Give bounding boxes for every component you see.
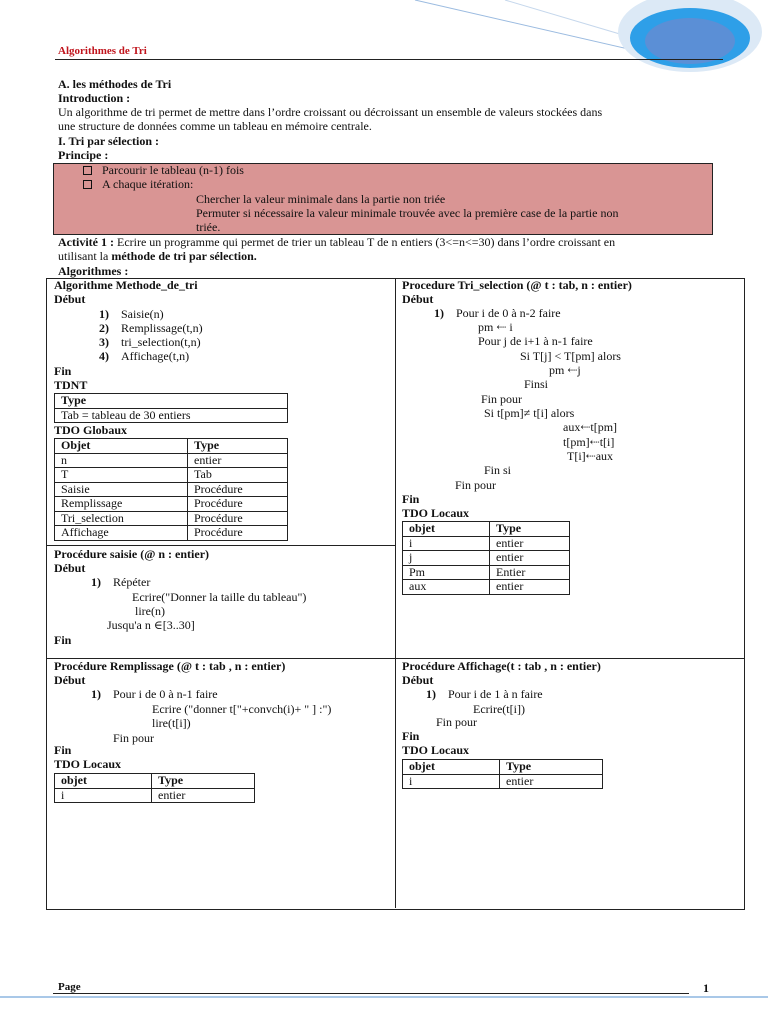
affichage-tdo-table xyxy=(402,759,603,789)
remplissage-fin: Fin xyxy=(54,743,72,757)
table-row: i entier xyxy=(403,536,570,551)
saisie-line-2: Ecrire("Donner la taille du tableau") xyxy=(132,590,307,604)
activite-line-2: utilisant la méthode de tri par sélection. xyxy=(58,249,257,263)
affichage-line-3: Fin pour xyxy=(436,715,478,729)
table-header: objet xyxy=(55,774,152,789)
saisie-title: Procédure saisie (@ n : entier) xyxy=(54,547,210,561)
affichage-title: Procédure Affichage(t : tab , n : entier) xyxy=(402,659,601,673)
table-row: Remplissage Procédure xyxy=(55,497,288,512)
remplissage-line-4: Fin pour xyxy=(113,731,155,745)
section-i-heading: I. Tri par sélection : xyxy=(58,134,159,148)
footer-accent-line xyxy=(0,996,768,998)
table-header: Type xyxy=(490,522,570,537)
main-fin: Fin xyxy=(54,364,72,378)
tri-line-12: Fin si xyxy=(484,463,512,477)
tdnt-table xyxy=(54,393,288,423)
saisie-debut: Début xyxy=(54,561,86,575)
table-header: objet xyxy=(403,522,490,537)
main-debut: Début xyxy=(54,292,86,306)
table-row: T Tab xyxy=(55,468,288,483)
tri-line-7: Fin pour xyxy=(481,392,523,406)
tri-line-2: pm ⇠ i xyxy=(478,320,513,334)
affichage-tdo-heading: TDO Locaux xyxy=(402,743,470,757)
intro-line-1: Un algorithme de tri permet de mettre dans l’ordre croissant ou décroissant un ensemble de valeurs stockées dans xyxy=(58,105,603,119)
table-row: i entier xyxy=(403,774,603,789)
remplissage-line-1: 1) Pour i de 0 à n-1 faire xyxy=(91,687,218,701)
algorithmes-heading: Algorithmes : xyxy=(58,264,129,278)
header-decoration xyxy=(0,0,768,75)
table-row: Saisie Procédure xyxy=(55,482,288,497)
checkbox-icon xyxy=(83,180,92,189)
saisie-line-3: lire(n) xyxy=(135,604,165,618)
frame-divider-left xyxy=(46,545,395,546)
tri-line-1: 1) Pour i de 0 à n-2 faire xyxy=(434,306,561,320)
remplissage-tdo-heading: TDO Locaux xyxy=(54,757,122,771)
principe-item-2: A chaque itération: xyxy=(83,177,193,192)
tri-selection-fin: Fin xyxy=(402,492,420,506)
tdo-globaux-table xyxy=(54,438,288,541)
main-step-3: 3) tri_selection(t,n) xyxy=(99,335,201,349)
main-algo-title: Algorithme Methode_de_tri xyxy=(54,278,198,292)
tdnt-header: Type xyxy=(55,394,288,409)
main-step-2: 2) Remplissage(t,n) xyxy=(99,321,203,335)
tri-line-5: pm ⇠j xyxy=(549,363,581,377)
ellipse-inner xyxy=(645,18,735,64)
table-header: Objet xyxy=(55,439,188,454)
tri-line-8: Si t[pm]≠ t[i] alors xyxy=(484,406,575,420)
frame-divider-vertical xyxy=(395,278,396,908)
table-row: n entier xyxy=(55,453,288,468)
intro-line-2: une structure de données comme un tableau en mémoire centrale. xyxy=(58,119,372,133)
remplissage-line-3: lire(t[i]) xyxy=(152,716,191,730)
tri-selection-title: Procedure Tri_selection (@ t : tab, n : entier) xyxy=(402,278,632,292)
table-row: Affichage Procédure xyxy=(55,526,288,541)
table-row: i entier xyxy=(55,788,255,803)
affichage-debut: Début xyxy=(402,673,434,687)
tri-selection-tdo-table xyxy=(402,521,570,595)
remplissage-title: Procédure Remplissage (@ t : tab , n : entier) xyxy=(54,659,286,673)
tri-line-10: t[pm]⇠t[i] xyxy=(563,435,615,449)
saisie-fin: Fin xyxy=(54,633,72,647)
tri-line-13: Fin pour xyxy=(455,478,497,492)
footer-page-label: Page xyxy=(58,981,81,993)
tdo-globaux-heading: TDO Globaux xyxy=(54,423,128,437)
header-divider xyxy=(55,59,723,60)
remplissage-line-2: Ecrire ("donner t["+convch(i)+ " ] :") xyxy=(152,702,332,716)
table-header: Type xyxy=(152,774,255,789)
section-a-heading: A. les méthodes de Tri xyxy=(58,77,172,91)
table-header: Type xyxy=(188,439,288,454)
tri-selection-debut: Début xyxy=(402,292,434,306)
table-header: Type xyxy=(500,760,603,775)
principe-sub-2a: Permuter si nécessaire la valeur minimale trouvée avec la première case de la partie non xyxy=(196,206,619,220)
saisie-line-4: Jusqu'a n ∈[3..30] xyxy=(107,618,195,632)
table-row: aux entier xyxy=(403,580,570,595)
checkbox-icon xyxy=(83,166,92,175)
tri-line-9: aux⇠t[pm] xyxy=(563,420,618,434)
remplissage-debut: Début xyxy=(54,673,86,687)
tri-line-3: Pour j de i+1 à n-1 faire xyxy=(478,334,593,348)
remplissage-tdo-table xyxy=(54,773,255,803)
activite-line-1: Activité 1 : Ecrire un programme qui permet de trier un tableau T de n entiers (3<=n<=30) dans l’ordre croissant en xyxy=(58,235,616,249)
tdnt-row: Tab = tableau de 30 entiers xyxy=(55,408,288,423)
principe-heading: Principe : xyxy=(58,148,109,162)
affichage-line-2: Ecrire(t[i]) xyxy=(473,702,525,716)
intro-heading: Introduction : xyxy=(58,91,131,105)
table-header: objet xyxy=(403,760,500,775)
saisie-line-1: 1) Répéter xyxy=(91,575,151,589)
principe-sub-1: Chercher la valeur minimale dans la partie non triée xyxy=(196,192,446,206)
affichage-fin: Fin xyxy=(402,729,420,743)
table-row: j entier xyxy=(403,551,570,566)
footer-divider xyxy=(53,993,689,994)
principe-sub-2b: triée. xyxy=(196,220,221,234)
affichage-line-1: 1) Pour i de 1 à n faire xyxy=(426,687,543,701)
tri-selection-tdo-heading: TDO Locaux xyxy=(402,506,470,520)
header-title: Algorithmes de Tri xyxy=(58,45,147,57)
tri-line-6: Finsi xyxy=(524,377,549,391)
main-step-4: 4) Affichage(t,n) xyxy=(99,349,190,363)
footer-page-number: 1 xyxy=(703,981,709,995)
table-row: Tri_selection Procédure xyxy=(55,511,288,526)
table-row: Pm Entier xyxy=(403,565,570,580)
principe-item-1: Parcourir le tableau (n-1) fois xyxy=(83,163,244,178)
tri-line-4: Si T[j] < T[pm] alors xyxy=(520,349,621,363)
tdnt-heading: TDNT xyxy=(54,378,88,392)
main-step-1: 1) Saisie(n) xyxy=(99,307,164,321)
tri-line-11: T[i]⇠aux xyxy=(567,449,614,463)
